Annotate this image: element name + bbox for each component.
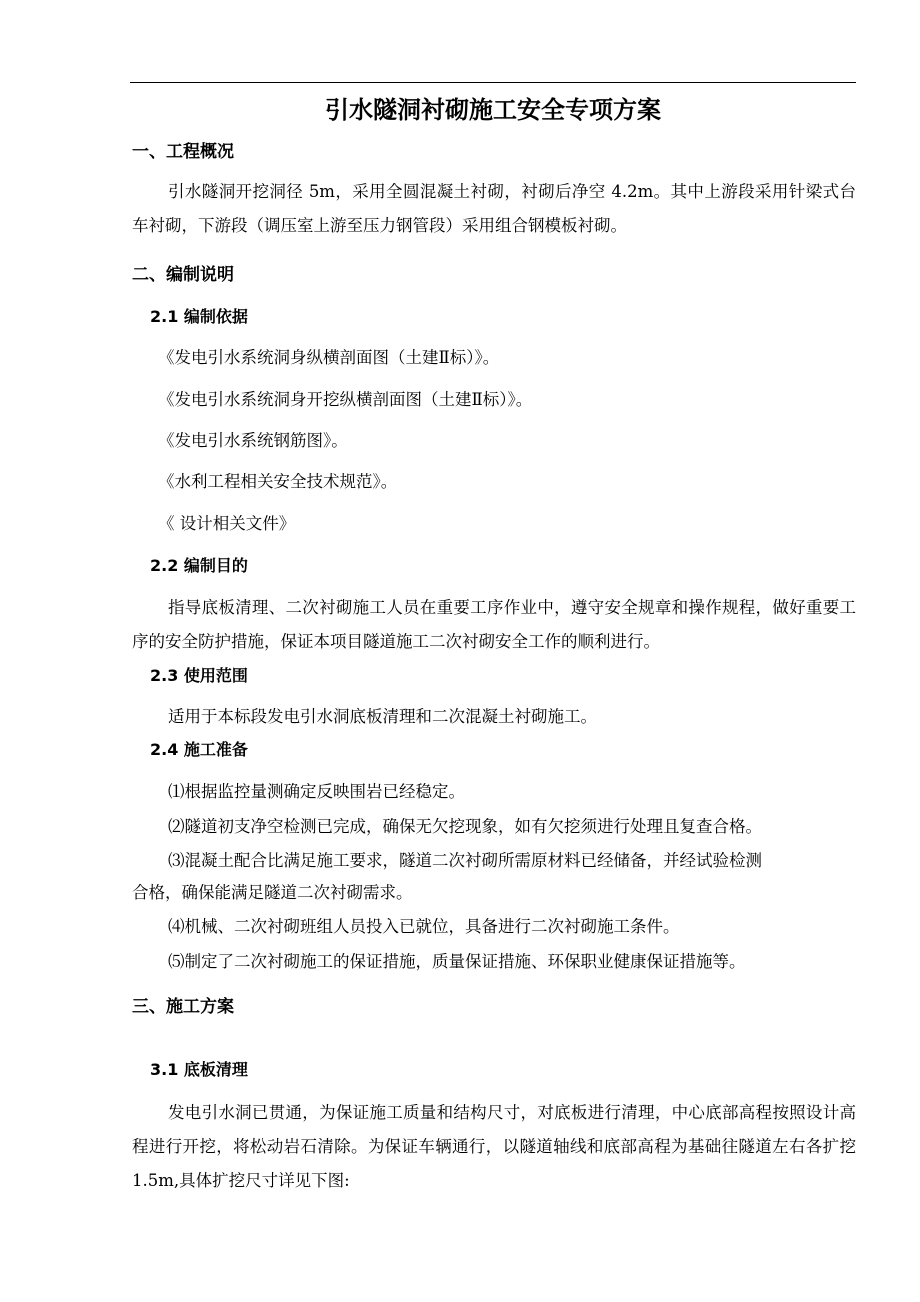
preparation-item: ⑸制定了二次衬砌施工的保证措施，质量保证措施、环保职业健康保证措施等。 <box>168 952 746 971</box>
reference-item: 《水利工程相关安全技术规范》。 <box>158 472 398 491</box>
document-title: 引水隧洞衬砌施工安全专项方案 <box>325 96 661 124</box>
preparation-item-continuation: 合格，确保能满足隧道二次衬砌需求。 <box>132 883 413 902</box>
section-1-paragraph: 引水隧洞开挖洞径 5m，采用全圆混凝土衬砌，衬砌后净空 4.2m。其中上游段采用针梁式台车衬砌，下游段（调压室上游至压力钢管段）采用组合钢模板衬砌。 <box>132 182 856 235</box>
subsection-2-1-heading: 2.1 编制依据 <box>150 307 248 326</box>
header-rule <box>130 82 856 83</box>
subsection-2-2-heading: 2.2 编制目的 <box>150 556 248 575</box>
subsection-3-1-paragraph: 发电引水洞已贯通，为保证施工质量和结构尺寸，对底板进行清理，中心底部高程按照设计高程进行开挖，将松动岩石清除。为保证车辆通行，以隧道轴线和底部高程为基础往隧道左右各扩挖 1.5m,具体扩挖尺寸详见下图: <box>132 1103 856 1190</box>
subsection-2-3-heading: 2.3 使用范围 <box>150 666 248 685</box>
preparation-item: ⑷机械、二次衬砌班组人员投入已就位，具备进行二次衬砌施工条件。 <box>168 917 680 936</box>
section-3-heading: 三、施工方案 <box>132 997 234 1017</box>
subsection-3-1-heading: 3.1 底板清理 <box>150 1060 248 1079</box>
reference-item: 《 设计相关文件》 <box>158 514 296 533</box>
preparation-item: ⑶混凝土配合比满足施工要求，隧道二次衬砌所需原材料已经储备，并经试验检测 <box>168 851 762 870</box>
section-1-heading: 一、工程概况 <box>132 142 234 162</box>
reference-item: 《发电引水系统洞身纵横剖面图（土建Ⅱ标）》。 <box>158 348 500 367</box>
preparation-item: ⑵隧道初支净空检测已完成，确保无欠挖现象，如有欠挖须进行处理且复查合格。 <box>168 817 762 836</box>
subsection-2-3-paragraph: 适用于本标段发电引水洞底板清理和二次混凝土衬砌施工。 <box>168 707 597 726</box>
section-2-heading: 二、编制说明 <box>132 265 234 285</box>
subsection-2-2-paragraph: 指导底板清理、二次衬砌施工人员在重要工序作业中，遵守安全规章和操作规程，做好重要工序的安全防护措施，保证本项目隧道施工二次衬砌安全工作的顺利进行。 <box>132 598 856 651</box>
reference-item: 《发电引水系统洞身开挖纵横剖面图（土建Ⅱ标）》。 <box>158 390 533 409</box>
preparation-item: ⑴根据监控量测确定反映围岩已经稳定。 <box>168 782 465 801</box>
reference-item: 《发电引水系统钢筋图》。 <box>158 431 348 450</box>
subsection-2-4-heading: 2.4 施工准备 <box>150 740 248 759</box>
